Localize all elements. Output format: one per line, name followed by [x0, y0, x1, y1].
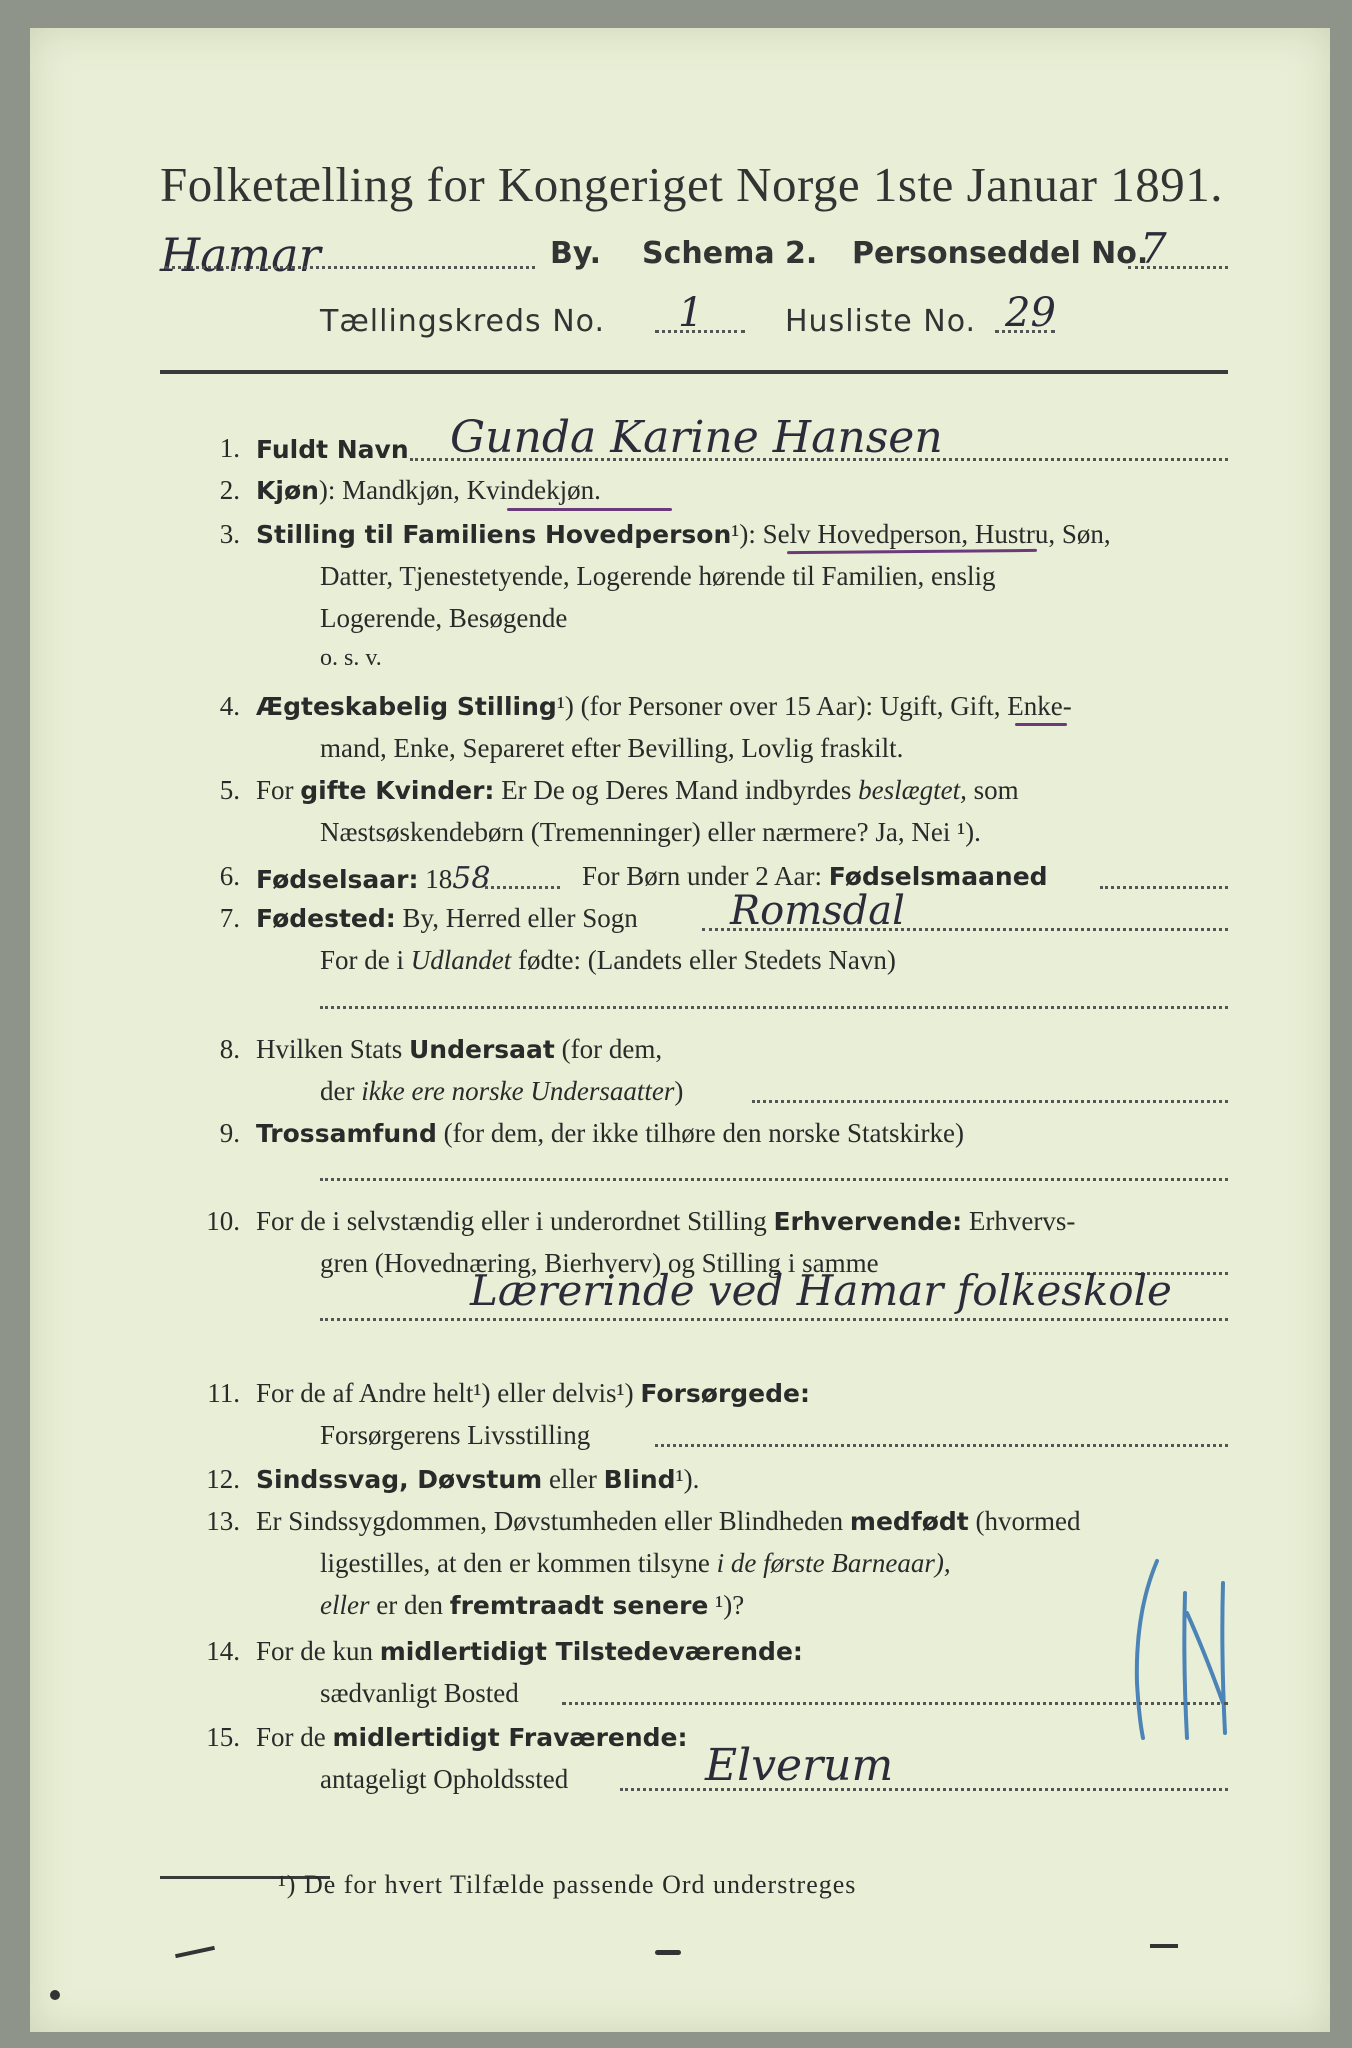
position-line-2: Datter, Tjenestetyende, Logerende hørende til Familien, enslig — [320, 561, 996, 591]
schema-label: Schema 2. — [642, 236, 818, 271]
occupation-rest: Erhvervs- — [968, 1206, 1076, 1236]
birth-year-dotted-line — [485, 886, 560, 889]
marital-label: Ægteskabelig Stilling — [256, 692, 557, 721]
temporary-absent-dotted-line — [620, 1788, 1228, 1791]
item-number-9: 9. — [219, 1118, 240, 1148]
item-number-4: 4. — [219, 691, 240, 721]
item-number-8: 8. — [219, 1034, 240, 1064]
birthplace-handwritten: Romsdal — [730, 888, 905, 934]
supported-line-2: Forsørgerens Livsstilling — [320, 1420, 591, 1450]
birthplace-line-2 — [320, 945, 896, 976]
occupation-line-2: gren (Hovednæring, Bierhverv) og Stilling i samme — [320, 1248, 879, 1278]
item-number-6: 6. — [219, 861, 240, 891]
citizenship-rest: (for dem, — [561, 1034, 663, 1064]
citizenship-line2-close: ) — [674, 1076, 684, 1106]
gender-underline — [507, 508, 672, 511]
congenital-line3-label: fremtraadt senere — [449, 1591, 709, 1620]
married-women-label: gifte Kvinder: — [300, 776, 495, 805]
temporary-absent-label: midlertidigt Fraværende: — [332, 1723, 688, 1752]
married-women-italic: beslægtet, — [858, 775, 967, 805]
item-number-3: 3. — [219, 519, 240, 549]
supported-pre: For de af Andre helt¹) eller delvis¹) — [256, 1378, 634, 1408]
citizenship-line-1 — [256, 1034, 662, 1065]
birthplace-abroad-pre: For de i — [320, 945, 404, 975]
temporary-present-line-1 — [256, 1636, 803, 1667]
birth-year-handwritten: 58 — [452, 861, 491, 896]
ink-dot — [50, 1990, 60, 2000]
full-name-label: Fuldt Navn — [256, 435, 409, 464]
occupation-label: Erhvervende: — [773, 1207, 963, 1236]
position-line-3: Logerende, Besøgende — [320, 603, 568, 633]
personseddel-number-handwritten: 7 — [1140, 224, 1167, 273]
form-title: Folketælling for Kongeriget Norge 1ste Januar 1891. — [160, 157, 1223, 212]
occupation-handwritten: Lærerinde ved Hamar folkeskole — [470, 1266, 1172, 1315]
married-women-question: Er De og Deres Mand indbyrdes — [501, 775, 852, 805]
temporary-present-line-2: sædvanligt Bosted — [320, 1678, 519, 1708]
married-women-som: som — [973, 775, 1019, 805]
birth-month-dotted-line — [1100, 886, 1228, 889]
item-number-13: 13. — [206, 1506, 240, 1536]
item-number-10: 10. — [206, 1206, 240, 1236]
religion-rest: (for dem, der ikke tilhøre den norske Statskirke) — [443, 1118, 964, 1148]
position-label: Stilling til Familiens Hovedperson — [256, 520, 732, 549]
husliste-number-handwritten: 29 — [1005, 290, 1056, 336]
congenital-line-1 — [256, 1506, 1080, 1537]
item-number-1: 1. — [219, 433, 240, 463]
citizenship-pre: Hvilken Stats — [256, 1034, 403, 1064]
city-dotted-line — [165, 266, 535, 269]
religion-label: Trossamfund — [256, 1119, 437, 1148]
disability-label: Sindssvag, Døvstum — [256, 1465, 543, 1494]
congenital-rest: (hvormed — [975, 1506, 1081, 1536]
birth-year-line — [256, 861, 490, 896]
birth-month-label: Fødselsmaaned — [828, 862, 1048, 891]
item-number-7: 7. — [219, 903, 240, 933]
birthplace-abroad-italic: Udlandet — [410, 945, 512, 975]
footnote: ¹) De for hvert Tilfælde passende Ord understreges — [278, 1870, 857, 1899]
husliste-label: Husliste No. — [785, 304, 977, 339]
occupation-line-1 — [256, 1206, 1075, 1237]
disability-label-2: Blind — [603, 1465, 676, 1494]
bottom-mark-left — [175, 1946, 215, 1958]
disability-rest: ¹). — [675, 1464, 700, 1494]
birth-year-label: Fødselsaar: — [256, 865, 419, 894]
temporary-present-pre: For de kun — [256, 1636, 373, 1666]
congenital-line3-italic: eller — [320, 1590, 370, 1620]
item-number-15: 15. — [206, 1722, 240, 1752]
supported-line-1 — [256, 1378, 810, 1409]
position-options-1: ¹): Selv Hovedperson, Hustru, Søn, — [731, 519, 1111, 549]
disability-line — [256, 1464, 699, 1495]
personseddel-dotted-line — [1128, 266, 1228, 269]
city-handwritten: Hamar — [160, 228, 321, 282]
gender-options: ): Mandkjøn, Kvindekjøn. — [318, 475, 601, 505]
supported-label: Forsørgede: — [640, 1379, 810, 1408]
full-name-handwritten: Gunda Karine Hansen — [450, 412, 943, 463]
item-number-2: 2. — [219, 475, 240, 505]
citizenship-dotted-line — [752, 1100, 1228, 1103]
birthplace-abroad-dotted-line — [320, 1006, 1228, 1009]
temporary-absent-handwritten: Elverum — [705, 1740, 894, 1791]
blue-pencil-mark — [1125, 1553, 1245, 1753]
kreds-dotted-line — [655, 330, 745, 333]
position-line-4: o. s. v. — [320, 645, 382, 671]
congenital-line3-mid: er den — [376, 1590, 443, 1620]
bottom-mark-right — [1150, 1944, 1178, 1948]
supported-dotted-line — [655, 1444, 1228, 1447]
position-line-1 — [256, 519, 1111, 550]
birthplace-line-1 — [256, 903, 638, 934]
citizenship-line-2 — [320, 1076, 683, 1107]
census-form-sheet — [30, 28, 1330, 2032]
item-number-14: 14. — [206, 1636, 240, 1666]
birthplace-dotted-line — [702, 928, 1228, 931]
temporary-present-dotted-line — [562, 1702, 1228, 1705]
occupation-dotted-line-2 — [320, 1318, 1228, 1321]
congenital-line2-pre: ligestilles, at den er kommen tilsyne — [320, 1548, 710, 1578]
birthplace-options: By, Herred eller Sogn — [402, 903, 638, 933]
gender-label: Kjøn — [256, 476, 319, 505]
congenital-line-3 — [320, 1590, 744, 1621]
temporary-present-label: midlertidigt Tilstedeværende: — [379, 1637, 803, 1666]
congenital-label: medfødt — [849, 1507, 969, 1536]
kreds-number-handwritten: 1 — [678, 290, 704, 336]
congenital-pre: Er Sindssygdommen, Døvstumheden eller Blindheden — [256, 1506, 844, 1536]
married-women-line-1 — [256, 775, 1019, 806]
temporary-absent-line-1 — [256, 1722, 688, 1753]
birthplace-abroad-rest: fødte: (Landets eller Stedets Navn) — [518, 945, 896, 975]
congenital-line-2 — [320, 1548, 951, 1579]
congenital-line2-italic: i de første Barneaar), — [716, 1548, 951, 1578]
birth-month-pre: For Børn under 2 Aar: — [582, 861, 822, 891]
citizenship-line2-italic: ikke ere norske Undersaatter — [361, 1076, 675, 1106]
congenital-line3-rest: ¹)? — [715, 1590, 745, 1620]
gender-line — [256, 475, 601, 506]
marital-line-2: mand, Enke, Separeret efter Bevilling, Lovlig fraskilt. — [320, 733, 904, 763]
married-women-pre: For — [256, 775, 294, 805]
citizenship-line2-pre: der — [320, 1076, 355, 1106]
disability-mid: eller — [548, 1464, 597, 1494]
citizenship-label: Undersaat — [409, 1035, 555, 1064]
occupation-pre: For de i selvstændig eller i underordnet Stilling — [256, 1206, 767, 1236]
temporary-absent-line-2: antageligt Opholdssted — [320, 1764, 569, 1794]
religion-line — [256, 1118, 964, 1149]
personseddel-label: Personseddel No. — [852, 236, 1149, 271]
husliste-dotted-line — [995, 330, 1055, 333]
married-women-line-2: Næstsøskendebørn (Tremenninger) eller nærmere? Ja, Nei ¹). — [320, 817, 981, 847]
bottom-mark-center — [655, 1950, 681, 1955]
temporary-absent-pre: For de — [256, 1722, 326, 1752]
marital-options-1: ¹) (for Personer over 15 Aar): Ugift, Gift, Enke- — [556, 691, 1072, 721]
religion-dotted-line — [320, 1178, 1228, 1181]
item-number-12: 12. — [206, 1464, 240, 1494]
marital-underline — [1015, 723, 1067, 726]
birth-year-prefix: 18 — [425, 864, 453, 894]
birthplace-label: Fødested: — [256, 904, 396, 933]
by-label: By. — [550, 236, 602, 271]
header-rule — [160, 370, 1228, 374]
kreds-label: Tællingskreds No. — [320, 304, 605, 339]
marital-line-1 — [256, 691, 1072, 722]
item-number-5: 5. — [219, 775, 240, 805]
item-number-11: 11. — [207, 1378, 240, 1408]
